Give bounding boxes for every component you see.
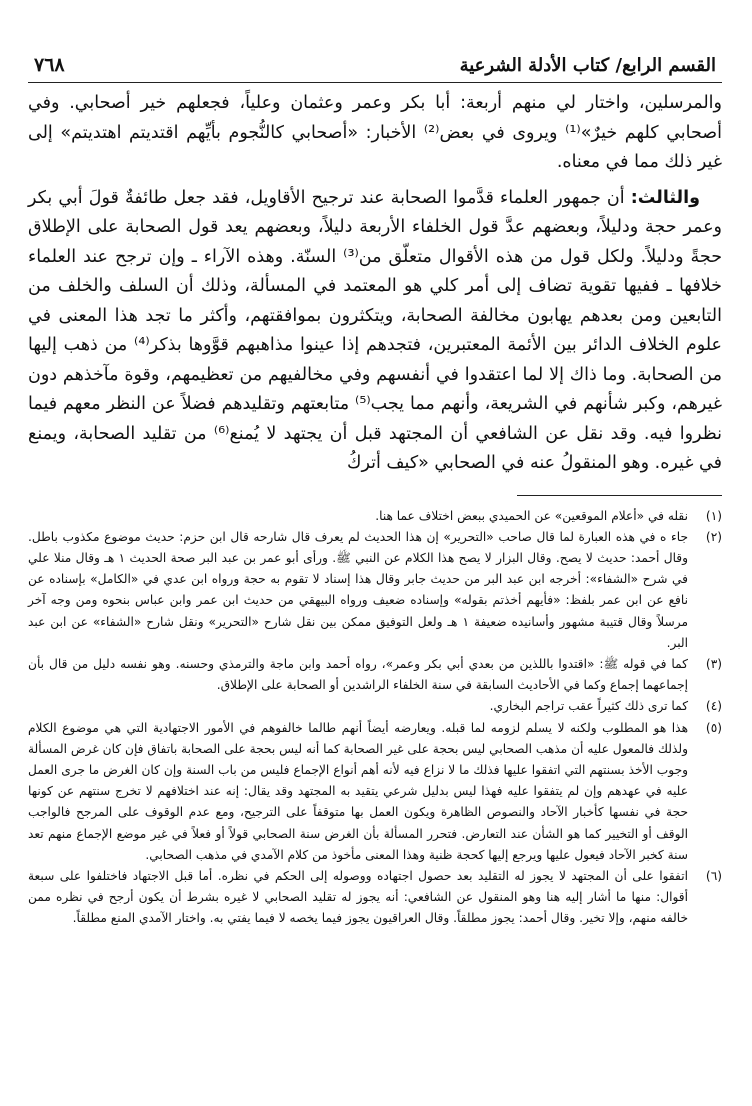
footnote-text: اتفقوا على أن المجتهد لا يجوز له التقليد بعد حصول اجتهاده ووصوله إلى الحكم في نظره. أما قبل الاجتهاد فاختلفوا على سبعة أقوال: منها ما أشار إليه هنا وهو المنقول عن الشافعي: أنه يجوز له تقليد الصحابي لا غيره بشرط أن يكون أرجح في نظره ممن خالفه منهم، وإلا تخير. وقال أحمد: يجوز مطلقاً. وقال العراقيون يجوز فيما يخصه لا فيما يفتي به. واختار الآمدي المنع مطلقاً. <box>28 868 688 926</box>
main-text <box>28 89 722 479</box>
footnote <box>28 654 722 696</box>
footnote-number: (٤) <box>705 699 722 714</box>
footnote <box>28 866 722 930</box>
footnote-number: (٦) <box>705 868 722 883</box>
footnote-text: هذا هو المطلوب ولكنه لا يسلم لزومه لما قبله. ويعارضه أيضاً أنهم طالما خالفوهم في الأمور الاجتهادية التي هي موضوع الكلام ولذلك فالمعول عليه أن مذهب الصحابي ليس بحجة على غير الصحابة كما أنه ليس بحجة على الصحابة باتفاق فإن كان غرض المسألة وجوب الأخذ بسنتهم التي اتفقوا عليها فذلك ما لا نزاع فيه لأنه أهم أنواع الإجماع فليس من باب السنة وإن كان الغرض ما جرى العمل عليه في عهدهم وإن لم يتفقوا عليه فهذا ليس بدليل شرعي يتقيد به المجتهد وقد يقال: إنه عند اختلافهم لا تخرج سنتهم عن كونها حجة في نفسها كأخبار الآحاد والنصوص الظاهرة ويكون العمل بها متوقفاً على الترجيح، ومع عدم الوقوف على المرجح فالواجب الوقف أو التخيير كما هو الشأن عند التعارض. فتحرر المسألة بأن الغرض سنة الصحابي قولاً أو فعلاً في غير موضع الإجماع منهم تعد سنة كخبر الآحاد فيعول عليها ويرجع إليها كحجة ظنية وهذا المعنى مأخوذ من كلام الآمدي في مذهب الصحابي. <box>28 720 688 862</box>
footnote-number: (٥) <box>705 720 722 735</box>
footnote-text: جاء ه في هذه العبارة لما قال صاحب «التحرير» إن هذا الحديث لم يعرف قال شارحه قال ابن حزم: حديث موضوع مكذوب باطل. وقال أحمد: حديث لا يصح. وقال البزار لا يصح هذا الكلام عن النبي ﷺ. ورأى أبو عمر بن عبد البر صحة الحديث ١ هـ وقال منلا علي في شرح «الشفاء»: أخرجه ابن عبد البر من حديث جابر وقال هذا إسناد لا تقوم به حجة ورواه ابن عدي في «الكامل» بإسناده عن نافع عن ابن عمر بلفظ: «فأيهم أخذتم بقوله» وإسناده ضعيف ورواه البيهقي من حديث ابن عمر وابن عباس بنحوه ومن وجه آخر مرسلاً وقال قتيبة مشهور وأسانيده ضعيفة ١ هـ ولعل التوفيق ممكن بين نقل شارح «التحرير» ونقل شارح «الشفاء» عن ابن عبد البر. <box>28 529 688 650</box>
footnote <box>28 696 722 717</box>
paragraph-1: والمرسلين، واختار لي منهم أربعة: أبا بكر وعمر وعثمان وعلياً، فجعلهم خير أصحابي. وفي أصحابي كلهم خيرٌ»⁽¹⁾ ويروى في بعض⁽²⁾ الأخبار: «أصحابي كالنُّجوم بأيِّهم اقتديتم اهتديتم» إلى غير ذلك مما في معناه. <box>28 93 722 172</box>
footnote-number: (١) <box>705 508 722 523</box>
footnote-text: نقله في «أعلام الموقعين» عن الحميدي ببعض اختلاف عما هنا. <box>375 508 688 523</box>
book-page <box>28 54 722 930</box>
paragraph-2 <box>28 184 722 479</box>
paragraph-2-lead: والثالث: <box>630 187 700 208</box>
header-title: القسم الرابع/ كتاب الأدلة الشرعية <box>459 55 716 76</box>
footnote-number: (٢) <box>705 529 722 544</box>
running-header <box>28 54 722 83</box>
footnote-text: كما في قوله ﷺ: «اقتدوا باللذين من بعدي أبي بكر وعمر»، رواه أحمد وابن ماجة والترمذي وحسنه. وهو نفسه دليل من قال بأن إجماعهما إجماع وكما في الأحاديث السابقة في سنة الخلفاء الراشدين أو الصحابة على الإطلاق. <box>28 656 688 693</box>
footnote-text: كما ترى ذلك كثيراً عقب تراجم البخاري. <box>489 699 688 714</box>
footnotes <box>28 506 722 930</box>
paragraph-2-text: أن جمهور العلماء قدَّموا الصحابة عند ترجيح الأقاويل، فقد جعل طائفةٌ قولَ أبي بكر وعمر حجة ودليلاً، وبعضهم عدَّ قول الخلفاء الأربعة دليلاً، وبعضهم يعد قول الصحابة على الإطلاق حجةً ودليلاً. ولكل قول من هذه الأقوال متعلّق من⁽³⁾ السنّة. وهذه الآراء ـ وإن ترجح عند العلماء خلافها ـ ففيها تقوية تضاف إلى أمر كلي هو المعتمد في المسألة، وذلك أن السلف والخلف من التابعين ومن بعدهم يهابون مخالفة الصحابة، ويتكثرون بموافقتهم، وأكثر ما تجد هذا المعنى في علوم الخلاف الدائر بين الأئمة المعتبرين، فتجدهم إذا عينوا مذاهبهم قوَّوها بذكر⁽⁴⁾ من ذهب إليها من الصحابة. وما ذاك إلا لما اعتقدوا في أنفسهم وفي مخالفيهم من تعظيمهم، وقوة مآخذهم دون غيرهم، وكبر شأنهم في الشريعة، وأنهم مما يجب⁽⁵⁾ متابعتهم وتقليدهم فضلاً عن النظر معهم فيما نظروا فيه. وقد نقل عن الشافعي أن المجتهد قبل أن يجتهد لا يُمنع⁽⁶⁾ من تقليد الصحابة، ويمنع في غيره. وهو المنقولُ عنه في الصحابي «كيف أتركُ <box>28 187 723 473</box>
footnote <box>28 527 722 654</box>
footnote <box>28 718 722 866</box>
footnote-number: (٣) <box>705 656 722 671</box>
page-number: ٧٦٨ <box>34 54 65 76</box>
footnote <box>28 506 722 527</box>
footnote-separator <box>517 495 722 496</box>
